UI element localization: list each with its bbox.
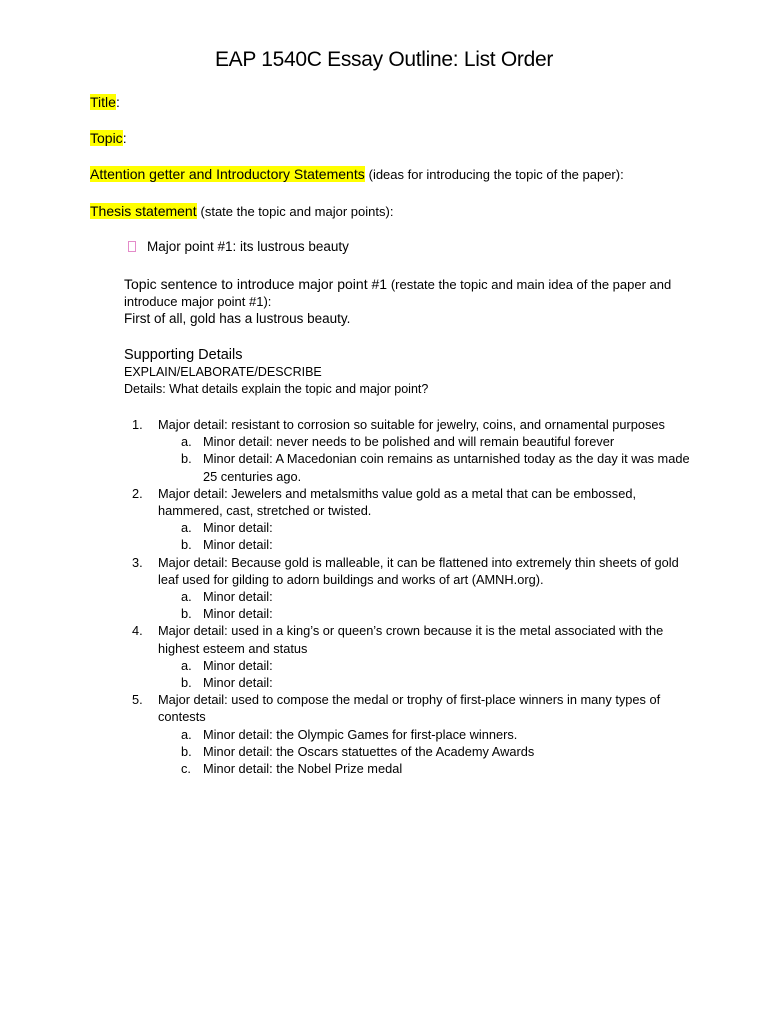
details-list bbox=[132, 416, 692, 777]
supporting-details-block bbox=[124, 346, 428, 398]
major-detail-number: 3. bbox=[132, 554, 143, 570]
major-detail-text: Major detail: Jewelers and metalsmiths value gold as a metal that can be embossed, hammered, cast, stretched or twisted. bbox=[158, 485, 636, 519]
major-detail-item bbox=[132, 622, 692, 656]
major-detail-item bbox=[132, 416, 692, 433]
minor-detail-letter: c. bbox=[181, 761, 191, 777]
major-detail-number: 5. bbox=[132, 692, 143, 708]
page-title: EAP 1540C Essay Outline: List Order bbox=[214, 48, 554, 71]
bullet-box-icon bbox=[128, 241, 136, 252]
minor-detail-letter: a. bbox=[181, 589, 192, 605]
topic-label: Topic bbox=[90, 130, 123, 146]
thesis-field bbox=[90, 202, 393, 221]
minor-detail-item bbox=[132, 605, 692, 622]
minor-detail-letter: b. bbox=[181, 743, 192, 759]
minor-detail-item bbox=[132, 657, 692, 674]
minor-detail-text: Minor detail: never needs to be polished and will remain beautiful forever bbox=[203, 434, 615, 450]
minor-detail-letter: a. bbox=[181, 434, 192, 450]
minor-detail-text: Minor detail: bbox=[203, 657, 273, 673]
minor-detail-letter: a. bbox=[181, 726, 192, 742]
major-detail-text: Major detail: used in a king’s or queen’s crown because it is the metal associated with the highest esteem and status bbox=[158, 623, 664, 656]
minor-detail-text: Minor detail: the Nobel Prize medal bbox=[203, 761, 403, 777]
minor-detail-item bbox=[132, 433, 692, 450]
major-detail-number: 1. bbox=[132, 417, 143, 432]
minor-detail-item bbox=[132, 519, 692, 536]
major-detail-number: 4. bbox=[132, 623, 143, 639]
title-label: Title bbox=[90, 94, 116, 110]
minor-detail-letter: b. bbox=[181, 451, 192, 467]
minor-detail-text: Minor detail: bbox=[203, 589, 273, 605]
topic-field bbox=[90, 129, 127, 147]
major-point-bullet bbox=[128, 238, 349, 256]
major-detail-item bbox=[132, 485, 692, 519]
major-point-text: Major point #1: its lustrous beauty bbox=[147, 239, 349, 254]
supporting-subheading: EXPLAIN/ELABORATE/DESCRIBE bbox=[124, 365, 322, 379]
major-detail-text: Major detail: used to compose the medal or trophy of first-place winners in many types of contests bbox=[158, 692, 661, 725]
minor-detail-letter: a. bbox=[181, 657, 192, 673]
minor-detail-text: Minor detail: the Oscars statuettes of the Academy Awards bbox=[203, 743, 535, 759]
minor-detail-text: Minor detail: A Macedonian coin remains as untarnished today as the day it was made 25 centuries ago. bbox=[203, 451, 690, 484]
major-detail-text: Major detail: resistant to corrosion so suitable for jewelry, coins, and ornamental purposes bbox=[158, 417, 665, 432]
minor-detail-item bbox=[132, 743, 692, 760]
topic-sentence-block bbox=[124, 276, 684, 327]
minor-detail-item bbox=[132, 674, 692, 691]
minor-detail-item bbox=[132, 450, 692, 484]
minor-detail-text: Minor detail: bbox=[203, 675, 273, 691]
supporting-question: Details: What details explain the topic and major point? bbox=[124, 382, 429, 396]
title-colon: : bbox=[115, 94, 120, 110]
topic-colon: : bbox=[122, 130, 127, 146]
major-detail-text: Major detail: Because gold is malleable, it can be flattened into extremely thin sheets of gold leaf used for gilding to adorn buildings and works of art (AMNH.org). bbox=[158, 554, 679, 587]
major-detail-item bbox=[132, 554, 692, 588]
major-detail-number: 2. bbox=[132, 485, 143, 501]
thesis-note: (state the topic and major points): bbox=[200, 204, 394, 219]
minor-detail-item bbox=[132, 588, 692, 605]
minor-detail-item bbox=[132, 726, 692, 743]
minor-detail-text: Minor detail: bbox=[203, 537, 273, 553]
major-detail-item bbox=[132, 691, 692, 725]
minor-detail-text: Minor detail: bbox=[203, 606, 273, 622]
title-field bbox=[90, 93, 120, 111]
minor-detail-item bbox=[132, 760, 692, 777]
attention-label: Attention getter and Introductory Statements bbox=[90, 166, 365, 182]
thesis-label: Thesis statement bbox=[90, 203, 197, 219]
minor-detail-letter: b. bbox=[181, 675, 192, 691]
supporting-heading: Supporting Details bbox=[124, 347, 243, 363]
topic-sentence-note: (restate the topic and main idea of the paper and introduce major point #1): bbox=[124, 277, 672, 309]
minor-detail-text: Minor detail: the Olympic Games for first-place winners. bbox=[203, 726, 518, 742]
minor-detail-item bbox=[132, 536, 692, 553]
attention-note: (ideas for introducing the topic of the paper): bbox=[368, 167, 624, 182]
attention-field bbox=[90, 165, 624, 184]
minor-detail-text: Minor detail: bbox=[203, 520, 273, 536]
topic-sentence-heading: Topic sentence to introduce major point #1 bbox=[124, 276, 388, 292]
topic-sentence-text: First of all, gold has a lustrous beauty. bbox=[124, 311, 351, 326]
minor-detail-letter: a. bbox=[181, 520, 192, 536]
minor-detail-letter: b. bbox=[181, 537, 192, 553]
minor-detail-letter: b. bbox=[181, 606, 192, 622]
